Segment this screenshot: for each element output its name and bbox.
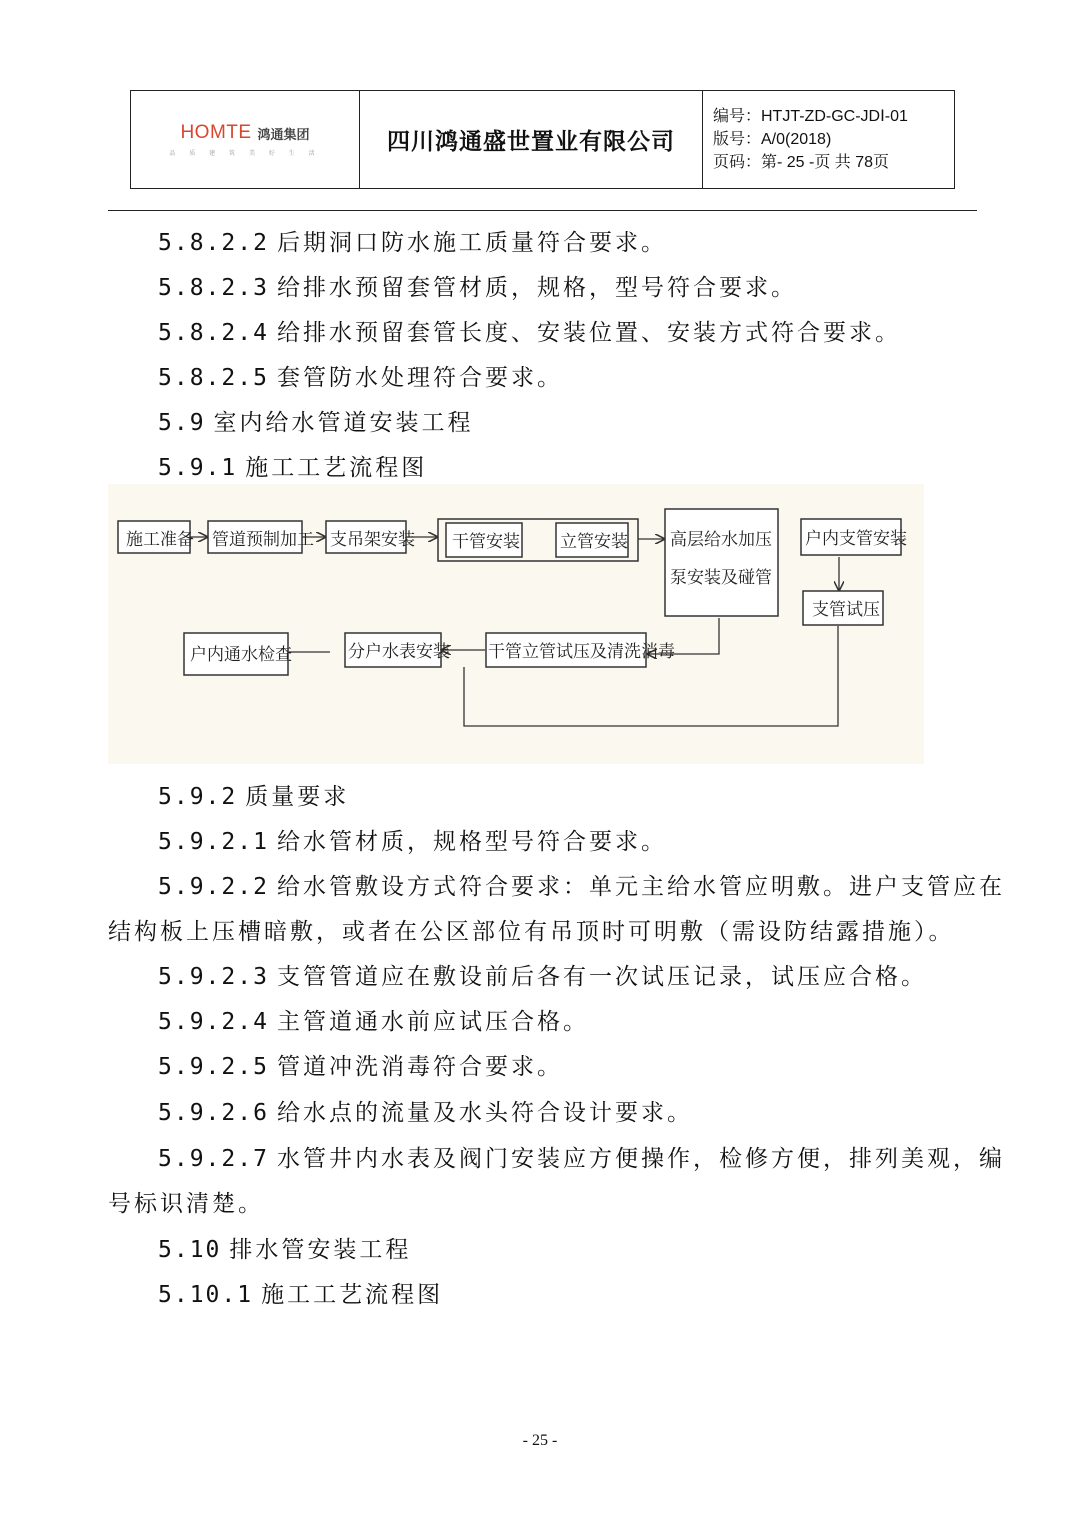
flow-label-b10: 分户水表安装 [348,642,450,662]
process-flowchart [108,484,924,764]
document-code: 编号：HTJT-ZD-GC-JDⅠ-01 [713,108,908,125]
header-divider [108,210,977,211]
clause-5-8-2-2: 5.8.2.2 后期洞口防水施工质量符合要求。 [158,230,667,256]
document-page: 页码：第- 25 -页 共 78页 [713,154,890,171]
section-5-10-heading: 5.10 排水管安装工程 [158,1237,412,1263]
flow-label-b7: 户内支管安装 [805,529,907,549]
flow-label-b5: 立管安装 [560,532,628,552]
section-5-9-1-heading: 5.9.1 施工工艺流程图 [158,455,428,481]
clause-5-9-2-5: 5.9.2.5 管道冲洗消毒符合要求。 [158,1054,563,1080]
flow-label-b6a: 高层给水加压 [670,530,772,550]
section-5-10-1-heading: 5.10.1 施工工艺流程图 [158,1282,444,1308]
document-version: 版号：A/0(2018) [713,131,832,148]
section-5-9-heading: 5.9 室内给水管道安装工程 [158,410,474,436]
clause-5-9-2-4: 5.9.2.4 主管道通水前应试压合格。 [158,1009,589,1035]
flow-label-b8: 支管试压 [812,600,880,620]
clause-5-9-2-2: 5.9.2.2 给水管敷设方式符合要求：单元主给水管应明敷。进户支管应在 [158,874,1005,900]
flow-label-b6b: 泵安装及碰管 [670,568,772,588]
flow-label-b1: 施工准备 [126,530,194,550]
document-meta [703,91,954,188]
logo-chinese-name: 鸿通集团 [257,127,310,143]
clause-5-9-2-7: 5.9.2.7 水管井内水表及阀门安装应方便操作，检修方便，排列美观，编 [158,1146,1005,1172]
clause-5-9-2-6: 5.9.2.6 给水点的流量及水头符合设计要求。 [158,1100,693,1126]
clause-5-8-2-3: 5.8.2.3 给排水预留套管材质，规格，型号符合要求。 [158,275,797,301]
company-name: 四川鸿通盛世置业有限公司 [360,91,703,188]
clause-5-9-2-1: 5.9.2.1 给水管材质，规格型号符合要求。 [158,829,667,855]
company-logo [131,91,360,188]
flow-label-b11: 户内通水检查 [190,645,292,665]
flow-label-b4: 干管安装 [452,532,520,552]
flow-label-b2: 管道预制加工 [212,530,314,550]
flow-box-booster-pump [665,509,778,616]
flow-label-b9: 干管立管试压及清洗消毒 [488,642,675,662]
page-number: - 25 - [522,1432,558,1449]
logo-wordmark: HOMTE [180,122,252,143]
document-header [130,90,955,189]
clause-5-9-2-3: 5.9.2.3 支管管道应在敷设前后各有一次试压记录，试压应合格。 [158,964,927,990]
clause-5-9-2-2-continued: 结构板上压槽暗敷，或者在公区部位有吊顶时可明敷（需设防结露措施）。 [108,919,955,945]
logo-tagline: 品 质 建 筑 美 好 生 活 [169,150,321,157]
flow-label-b3: 支吊架安装 [330,530,415,550]
clause-5-8-2-5: 5.8.2.5 套管防水处理符合要求。 [158,365,563,391]
clause-5-8-2-4: 5.8.2.4 给排水预留套管长度、安装位置、安装方式符合要求。 [158,320,901,346]
clause-5-9-2-7-continued: 号标识清楚。 [108,1191,264,1217]
section-5-9-2-heading: 5.9.2 质量要求 [158,784,350,810]
